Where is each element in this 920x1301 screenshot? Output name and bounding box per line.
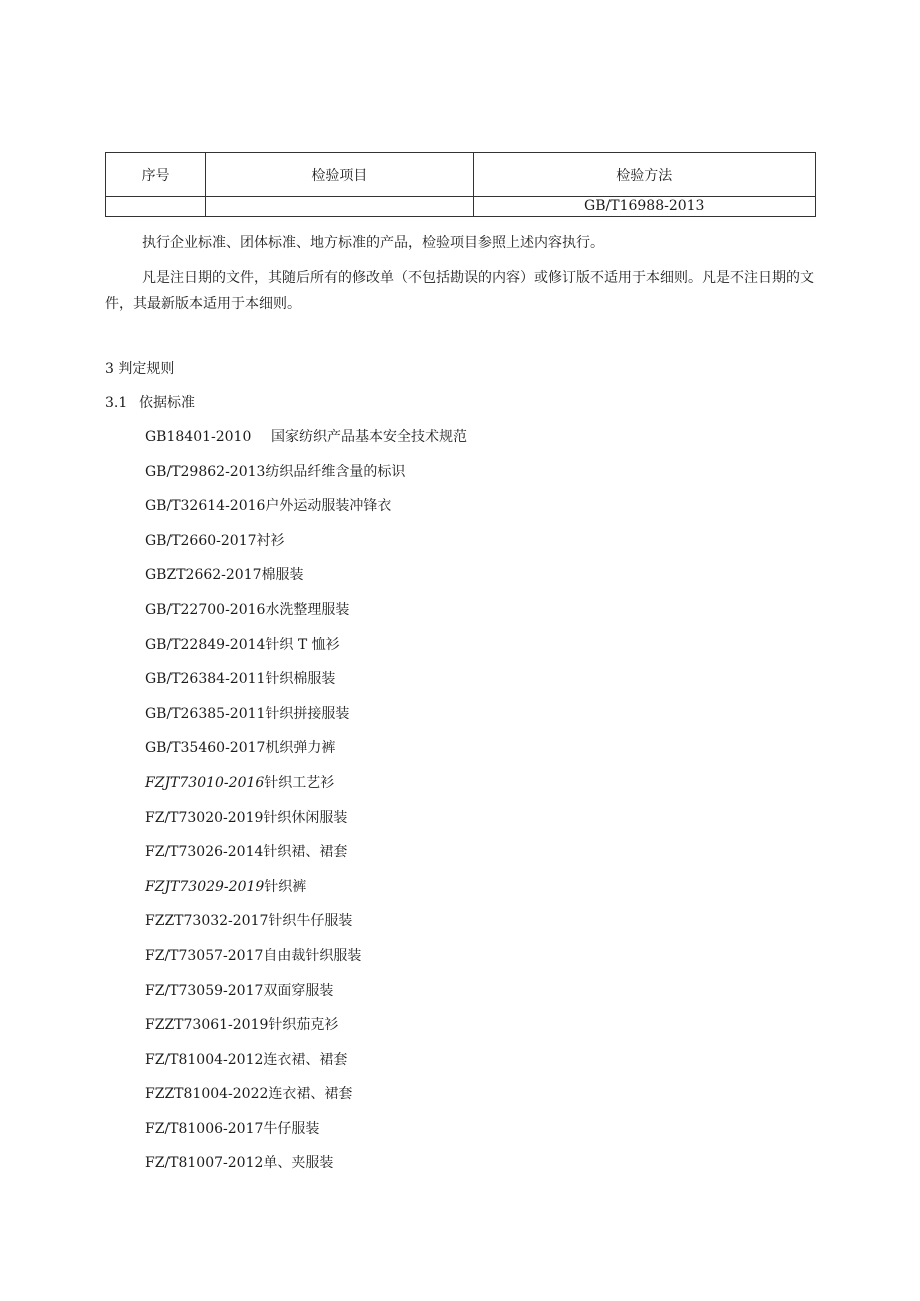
list-item bbox=[145, 1119, 467, 1154]
standard-code: GB/T22700-2016 bbox=[145, 601, 266, 618]
list-item bbox=[145, 842, 467, 877]
table-cell-serial bbox=[106, 197, 206, 217]
table-row bbox=[106, 197, 816, 217]
table-cell-method: GB/T16988-2013 bbox=[473, 197, 815, 217]
standard-title: 水洗整理服装 bbox=[265, 601, 350, 618]
standard-title: 户外运动服装冲锋衣 bbox=[265, 498, 392, 515]
standard-title: 单、夹服装 bbox=[263, 1155, 334, 1172]
list-item bbox=[145, 1015, 467, 1050]
list-item bbox=[145, 600, 467, 635]
list-item bbox=[145, 669, 467, 704]
standard-title: 双面穿服装 bbox=[263, 982, 334, 999]
table-cell-item bbox=[206, 197, 473, 217]
standard-title: 针织工艺衫 bbox=[264, 774, 335, 791]
subsection-title: 依据标准 bbox=[139, 395, 195, 411]
list-item bbox=[145, 738, 467, 773]
list-item bbox=[145, 1050, 467, 1085]
list-item bbox=[145, 1153, 467, 1188]
standard-title: 针织棉服装 bbox=[265, 671, 336, 688]
standard-code: FZ/T73059-2017 bbox=[145, 982, 264, 999]
standard-code: FZ/T81006-2017 bbox=[145, 1120, 264, 1137]
standard-code: FZJT73029-2019 bbox=[145, 878, 265, 895]
standard-title: 衬衫 bbox=[256, 532, 285, 549]
subsection-heading-basis-standards bbox=[105, 392, 195, 412]
standard-title: 自由裁针织服装 bbox=[263, 947, 362, 964]
standard-title: 针织 T 恤衫 bbox=[265, 636, 340, 653]
table-header-row bbox=[106, 153, 816, 197]
standard-title: 针织茄克衫 bbox=[268, 1017, 339, 1034]
standard-title: 针织裤 bbox=[264, 878, 307, 895]
list-item bbox=[145, 462, 467, 497]
list-item bbox=[145, 427, 467, 462]
standard-title: 棉服装 bbox=[261, 567, 304, 584]
list-item bbox=[145, 565, 467, 600]
standard-title: 连衣裙、裙套 bbox=[263, 1051, 348, 1068]
paragraph-enterprise-standards: 执行企业标准、团体标准、地方标准的产品，检验项目参照上述内容执行。 bbox=[142, 235, 604, 251]
subsection-number: 3.1 bbox=[105, 395, 128, 411]
header-inspection-item: 检验项目 bbox=[206, 153, 473, 197]
standard-code: FZ/T73020-2019 bbox=[145, 809, 264, 826]
paragraph-dated-documents: 凡是注日期的文件，其随后所有的修改单（不包括勘误的内容）或修订版不适用于本细则。凡是不注日期的文件，其最新版本适用于本细则。 bbox=[105, 270, 814, 312]
list-item bbox=[145, 704, 467, 739]
list-item bbox=[145, 877, 467, 912]
standard-title: 连衣裙、裙套 bbox=[268, 1086, 353, 1103]
section-heading-judgment-rules: 3 判定规则 bbox=[105, 361, 175, 377]
standard-title: 针织牛仔服装 bbox=[268, 913, 353, 930]
standard-code: FZZT73061-2019 bbox=[145, 1017, 269, 1034]
standard-code: FZ/T73026-2014 bbox=[145, 844, 264, 861]
list-item bbox=[145, 911, 467, 946]
standard-code: GB/T26384-2011 bbox=[145, 671, 266, 688]
standards-list bbox=[145, 427, 467, 1188]
standard-code: FZ/T81007-2012 bbox=[145, 1155, 264, 1172]
standard-title: 针织休闲服装 bbox=[263, 809, 348, 826]
list-item bbox=[145, 981, 467, 1016]
standard-code: GB/T32614-2016 bbox=[145, 498, 266, 515]
standard-code: FZZT73032-2017 bbox=[145, 913, 269, 930]
standard-code: GB/T29862-2013 bbox=[145, 463, 266, 480]
list-item bbox=[145, 635, 467, 670]
standard-title: 机织弹力裤 bbox=[265, 740, 336, 757]
list-item bbox=[145, 773, 467, 808]
inspection-table bbox=[105, 152, 816, 217]
standard-title: 纺织品纤维含量的标识 bbox=[265, 463, 406, 480]
header-inspection-method: 检验方法 bbox=[473, 153, 815, 197]
header-serial-number: 序号 bbox=[106, 153, 206, 197]
standard-title: 国家纺织产品基本安全技术规范 bbox=[271, 429, 467, 445]
list-item bbox=[145, 946, 467, 981]
list-item bbox=[145, 531, 467, 566]
standard-title: 针织裙、裙套 bbox=[263, 844, 348, 861]
standard-title: 牛仔服装 bbox=[263, 1120, 320, 1137]
standard-code: FZZT81004-2022 bbox=[145, 1086, 269, 1103]
standard-title: 针织拼接服装 bbox=[265, 705, 350, 722]
list-item bbox=[145, 1084, 467, 1119]
standard-code: FZJT73010-2016 bbox=[145, 774, 265, 791]
standard-code: GB18401-2010 bbox=[145, 429, 252, 445]
standard-code: GB/T26385-2011 bbox=[145, 705, 266, 722]
standard-code: GB/T35460-2017 bbox=[145, 740, 266, 757]
standard-code: GB/T22849-2014 bbox=[145, 636, 266, 653]
standard-code: GB/T2660-2017 bbox=[145, 532, 257, 549]
list-item bbox=[145, 496, 467, 531]
standard-code: FZ/T73057-2017 bbox=[145, 947, 264, 964]
standard-code: GBZT2662-2017 bbox=[145, 567, 262, 584]
list-item bbox=[145, 808, 467, 843]
standard-code: FZ/T81004-2012 bbox=[145, 1051, 264, 1068]
